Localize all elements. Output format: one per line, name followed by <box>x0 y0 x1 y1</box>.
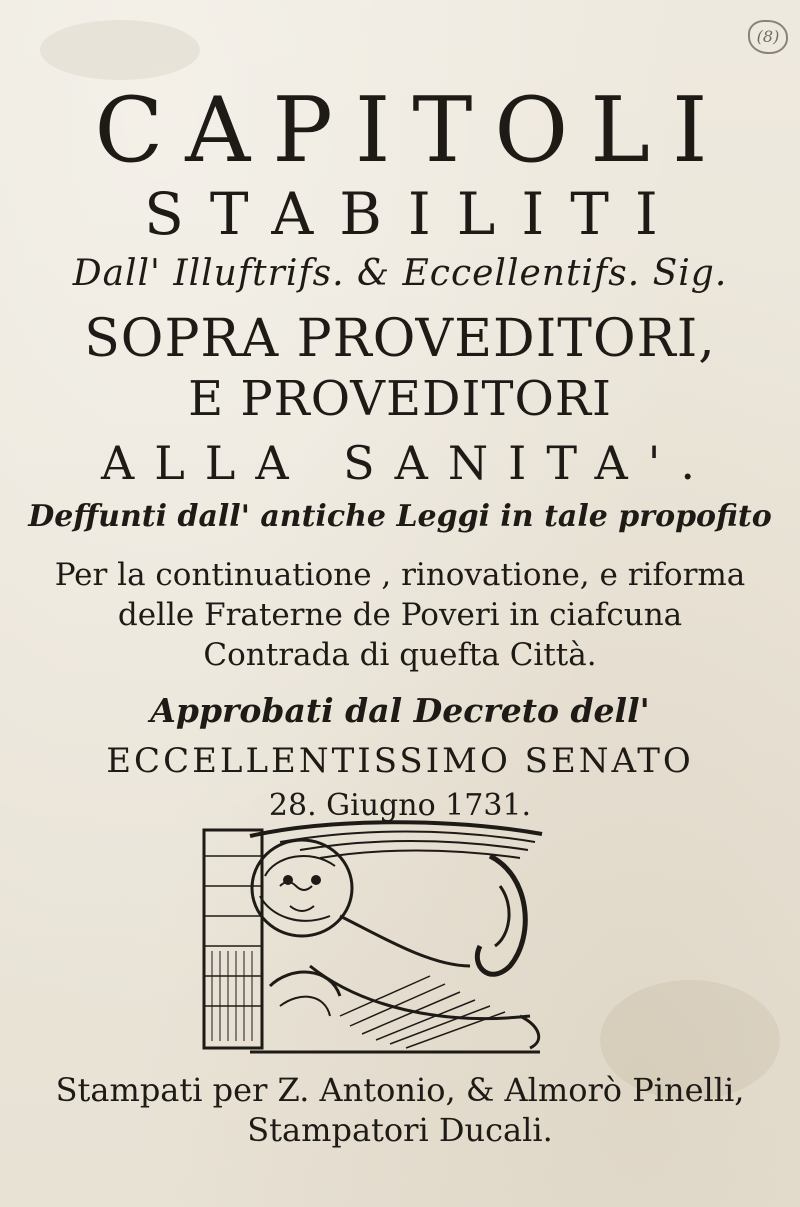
title-capitoli: CAPITOLI <box>94 78 730 183</box>
subtitle: Deffunti dall' antiche Leggi in tale propofito <box>28 499 772 534</box>
authority-line: Dall' Illuftrifs. & Eccellentifs. Sig. <box>72 253 728 294</box>
purpose-line-2: delle Fraterne de Poveri in ciafcuna <box>117 597 683 633</box>
lion-of-saint-mark-emblem <box>190 816 562 1064</box>
purpose-line-3: Contrada di quefta Città. <box>203 637 597 673</box>
senate-line: ECCELLENTISSIMO SENATO <box>106 741 694 781</box>
page-number: (8) <box>748 20 788 54</box>
imprint-line-1: Stampati per Z. Antonio, & Almorò Pinelli, <box>55 1071 745 1109</box>
title-stabiliti: STABILITI <box>144 180 684 248</box>
purpose-line-1: Per la continuatione , rinovatione, e riforma <box>54 557 746 593</box>
decree-date: 28. Giugno 1731. <box>268 788 532 823</box>
approval-line: Approbati dal Decreto dell' <box>150 691 650 730</box>
paper-stain <box>40 20 200 80</box>
offices-line-3: ALLA SANITA'. <box>101 436 715 490</box>
offices-line-2: E PROVEDITORI <box>188 371 612 427</box>
imprint-line-2: Stampatori Ducali. <box>247 1111 553 1149</box>
offices-line-1: SOPRA PROVEDITORI, <box>84 309 716 369</box>
